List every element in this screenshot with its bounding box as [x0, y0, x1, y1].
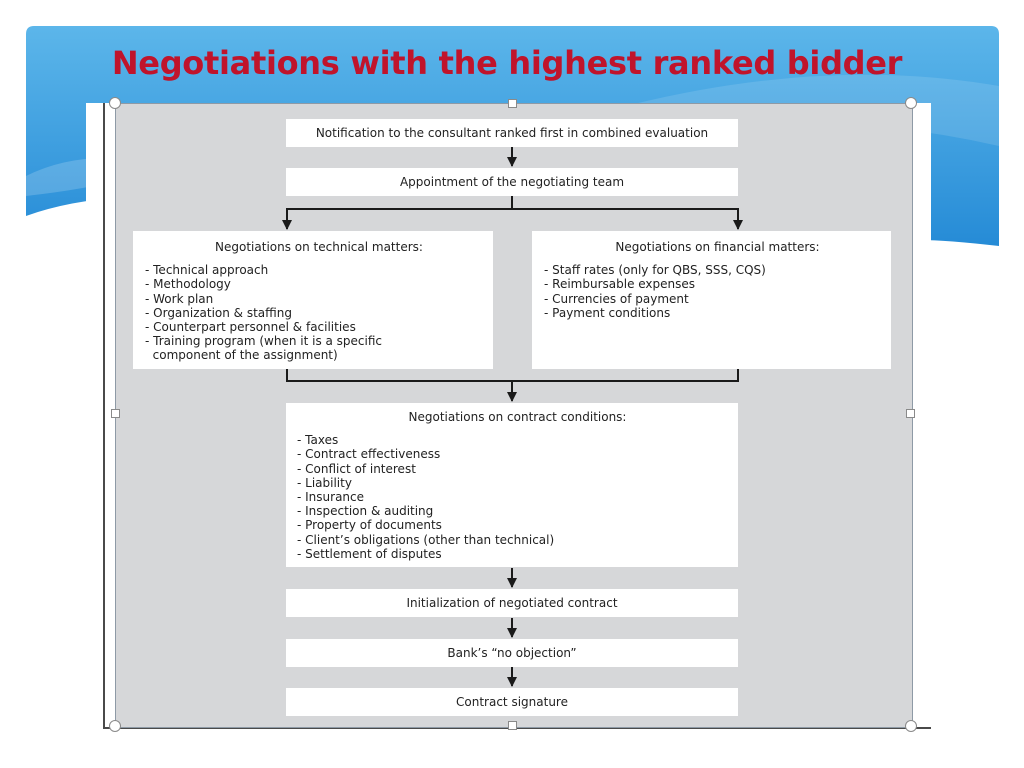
contract-conditions-box — [286, 403, 738, 567]
technical-item: - Organization & staffing — [145, 305, 292, 320]
resize-handle-bottom-left[interactable] — [109, 720, 121, 732]
slide-title: Negotiations with the highest ranked bidder — [111, 44, 903, 82]
picture-border-left — [103, 103, 105, 729]
initialization-box — [286, 589, 738, 617]
technical-item: component of the assignment) — [145, 348, 338, 363]
technical-item: - Technical approach — [145, 263, 269, 278]
resize-handle-top[interactable] — [508, 99, 517, 108]
technical-item: - Training program (when it is a specific — [145, 334, 383, 349]
contract-conditions-list — [297, 433, 738, 561]
resize-handle-right[interactable] — [906, 409, 915, 418]
financial-matters-heading: Negotiations on financial matters: — [615, 240, 820, 254]
contract-condition-item: - Inspection & auditing — [297, 504, 434, 519]
technical-matters-heading: Negotiations on technical matters: — [215, 240, 423, 254]
signature-box — [286, 688, 738, 716]
notification-text: Notification to the consultant ranked first in combined evaluation — [315, 125, 709, 140]
resize-handle-bottom[interactable] — [508, 721, 517, 730]
financial-matters-box — [532, 231, 891, 369]
contract-condition-item: - Client’s obligations (other than technical) — [297, 532, 555, 547]
no-objection-text: Bank’s “no objection” — [447, 645, 577, 660]
no-objection-box — [286, 639, 738, 667]
contract-condition-item: - Property of documents — [297, 518, 442, 533]
financial-item: - Staff rates (only for QBS, SSS, CQS) — [544, 263, 766, 278]
contract-condition-item: - Conflict of interest — [297, 461, 416, 476]
contract-condition-item: - Taxes — [297, 433, 339, 448]
financial-item: - Reimbursable expenses — [544, 277, 696, 292]
financial-item: - Payment conditions — [544, 305, 671, 320]
contract-condition-item: - Liability — [297, 475, 352, 490]
contract-conditions-heading: Negotiations on contract conditions: — [408, 410, 627, 424]
contract-condition-item: - Settlement of disputes — [297, 546, 442, 561]
technical-item: - Work plan — [145, 291, 214, 306]
resize-handle-left[interactable] — [111, 409, 120, 418]
contract-condition-item: - Insurance — [297, 490, 365, 505]
resize-handle-bottom-right[interactable] — [905, 720, 917, 732]
technical-item: - Methodology — [145, 277, 231, 292]
initialization-text: Initialization of negotiated contract — [406, 595, 618, 610]
contract-condition-item: - Contract effectiveness — [297, 447, 441, 462]
financial-item: - Currencies of payment — [544, 291, 689, 306]
resize-handle-top-right[interactable] — [905, 97, 917, 109]
signature-text: Contract signature — [456, 694, 568, 709]
technical-matters-list — [145, 263, 493, 362]
technical-item: - Counterpart personnel & facilities — [145, 320, 356, 335]
appointment-box — [286, 168, 738, 196]
notification-box — [286, 119, 738, 147]
appointment-text: Appointment of the negotiating team — [399, 174, 625, 189]
resize-handle-top-left[interactable] — [109, 97, 121, 109]
technical-matters-box — [133, 231, 493, 369]
financial-matters-list — [544, 263, 891, 320]
